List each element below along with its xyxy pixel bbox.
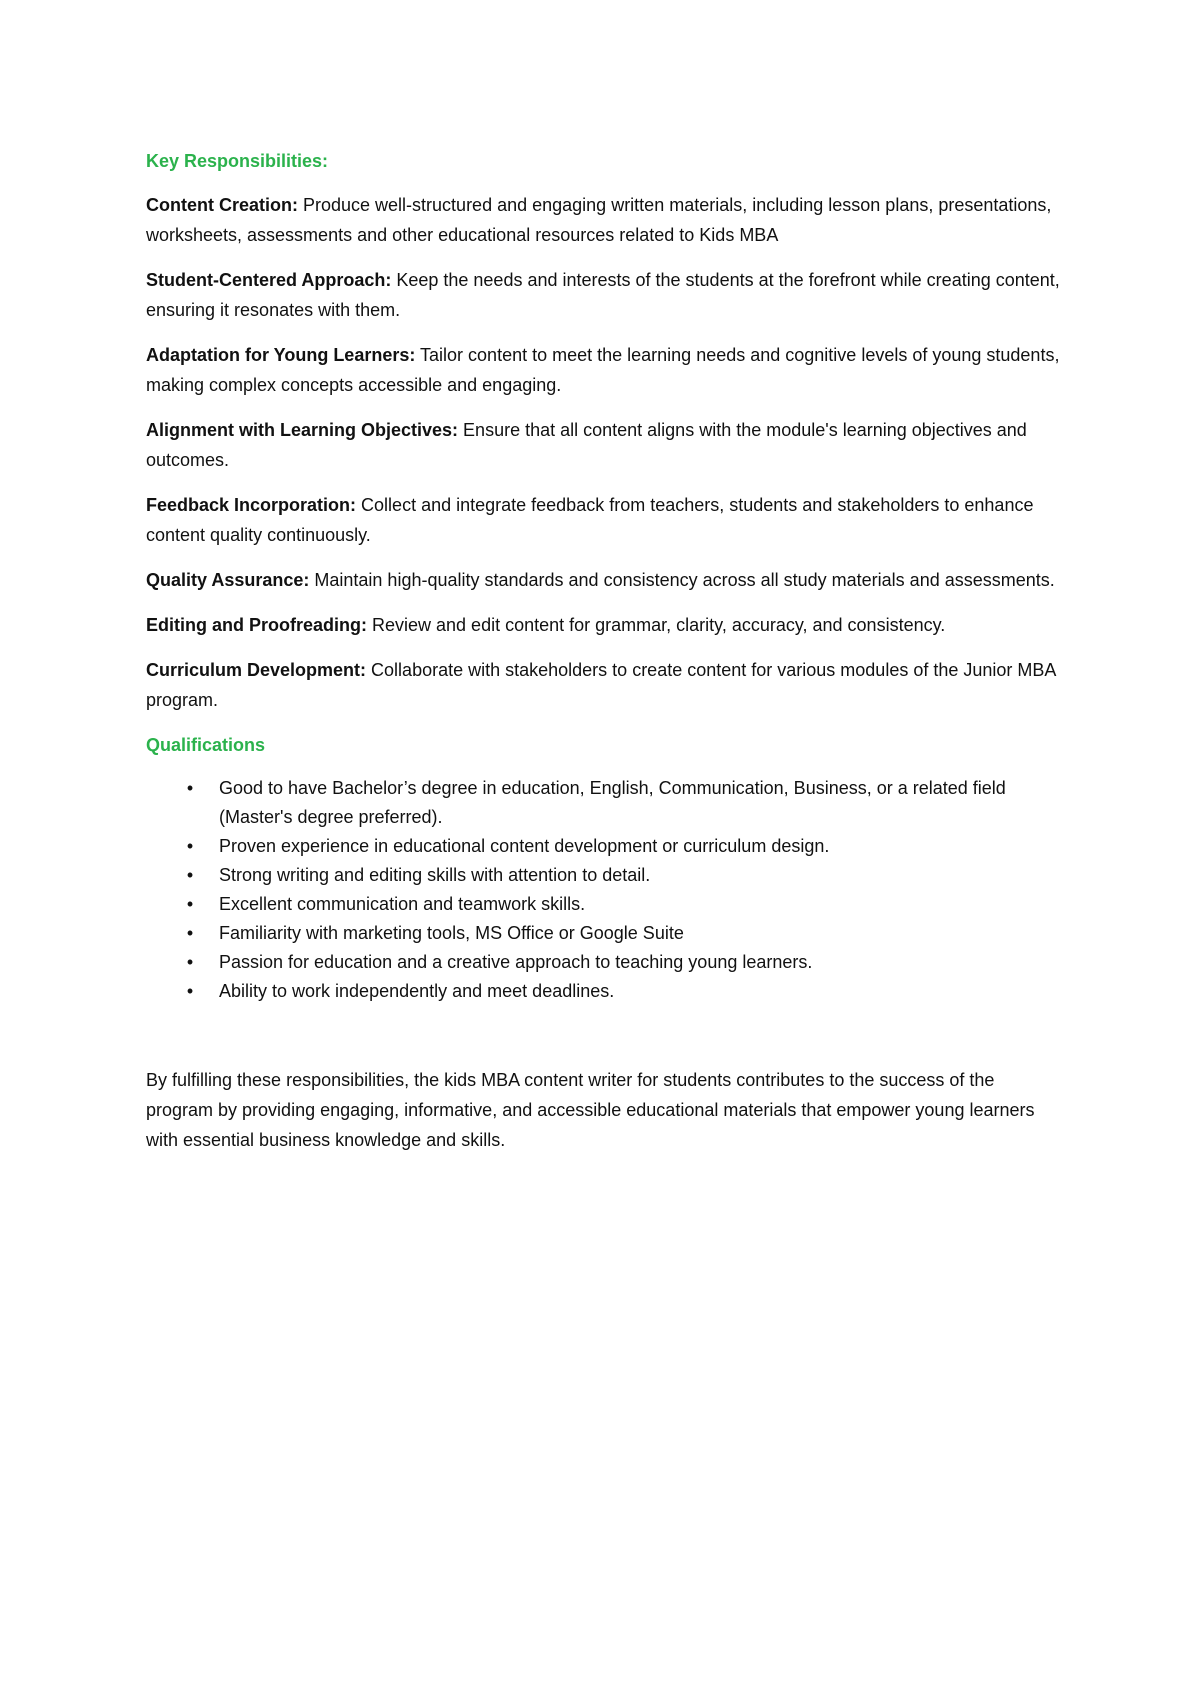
responsibility-text: Collect and integrate feedback from teachers, students and stakeholders to enhance content quality continuously. (146, 495, 1034, 545)
responsibility-title: Feedback Incorporation: (146, 495, 357, 515)
responsibility-text: Maintain high-quality standards and consistency across all study materials and assessments. (309, 570, 1055, 590)
qualification-text: Excellent communication and teamwork skills. (219, 894, 586, 914)
responsibility-item (146, 340, 1066, 400)
qualification-item (146, 919, 1066, 948)
responsibility-item (146, 265, 1066, 325)
qualification-item (146, 977, 1066, 1006)
bullet-icon: • (186, 894, 194, 914)
responsibility-item (146, 610, 1066, 640)
responsibility-item (146, 490, 1066, 550)
qualification-item (146, 861, 1066, 890)
qualification-text: Familiarity with marketing tools, MS Office or Google Suite (219, 923, 684, 943)
responsibility-title: Adaptation for Young Learners: (146, 345, 416, 365)
responsibility-title: Editing and Proofreading: (146, 615, 367, 635)
bullet-icon: • (186, 981, 194, 1001)
responsibility-title: Student-Centered Approach: (146, 270, 392, 290)
responsibilities-section (146, 190, 1066, 715)
responsibility-item (146, 565, 1066, 595)
bullet-icon: • (186, 865, 194, 885)
responsibility-title: Alignment with Learning Objectives: (146, 420, 459, 440)
document-content (146, 146, 1066, 1173)
responsibility-text: Ensure that all content aligns with the module's learning objectives and outcomes. (146, 420, 1027, 470)
responsibility-title: Quality Assurance: (146, 570, 310, 590)
qualifications-heading: Qualifications (146, 735, 266, 755)
bullet-icon: • (186, 778, 194, 798)
responsibility-text: Review and edit content for grammar, clarity, accuracy, and consistency. (367, 615, 946, 635)
qualification-text: Passion for education and a creative approach to teaching young learners. (219, 952, 813, 972)
responsibility-title: Content Creation: (146, 195, 298, 215)
qualification-text: Good to have Bachelor’s degree in education, English, Communication, Business, or a related field (Master's degree preferred). (219, 778, 1006, 827)
responsibility-text: Produce well-structured and engaging written materials, including lesson plans, presentations, worksheets, assessments and other educational resources related to Kids MBA (146, 195, 1052, 245)
bullet-icon: • (186, 923, 194, 943)
bullet-icon: • (186, 836, 194, 856)
responsibility-text: Tailor content to meet the learning needs and cognitive levels of young students, making complex concepts accessible and engaging. (146, 345, 1060, 395)
responsibility-item (146, 655, 1066, 715)
bullet-icon: • (186, 952, 194, 972)
responsibility-text: Keep the needs and interests of the students at the forefront while creating content, ensuring it resonates with them. (146, 270, 1060, 320)
qualification-item (146, 948, 1066, 977)
qualification-item (146, 774, 1066, 832)
closing-paragraph: By fulfilling these responsibilities, the kids MBA content writer for students contributes to the success of the program by providing engaging, informative, and accessible educational materials that empower young learners with essential business knowledge and skills. (146, 1070, 1035, 1150)
qualification-item (146, 890, 1066, 919)
responsibility-item (146, 415, 1066, 475)
responsibility-item (146, 190, 1066, 250)
qualifications-list (146, 774, 1066, 1006)
qualification-item (146, 832, 1066, 861)
responsibility-title: Curriculum Development: (146, 660, 367, 680)
responsibility-text: Collaborate with stakeholders to create content for various modules of the Junior MBA program. (146, 660, 1056, 710)
qualification-text: Proven experience in educational content development or curriculum design. (219, 836, 830, 856)
key-responsibilities-heading: Key Responsibilities: (146, 151, 329, 171)
qualification-text: Strong writing and editing skills with attention to detail. (219, 865, 651, 885)
qualification-text: Ability to work independently and meet deadlines. (219, 981, 615, 1001)
